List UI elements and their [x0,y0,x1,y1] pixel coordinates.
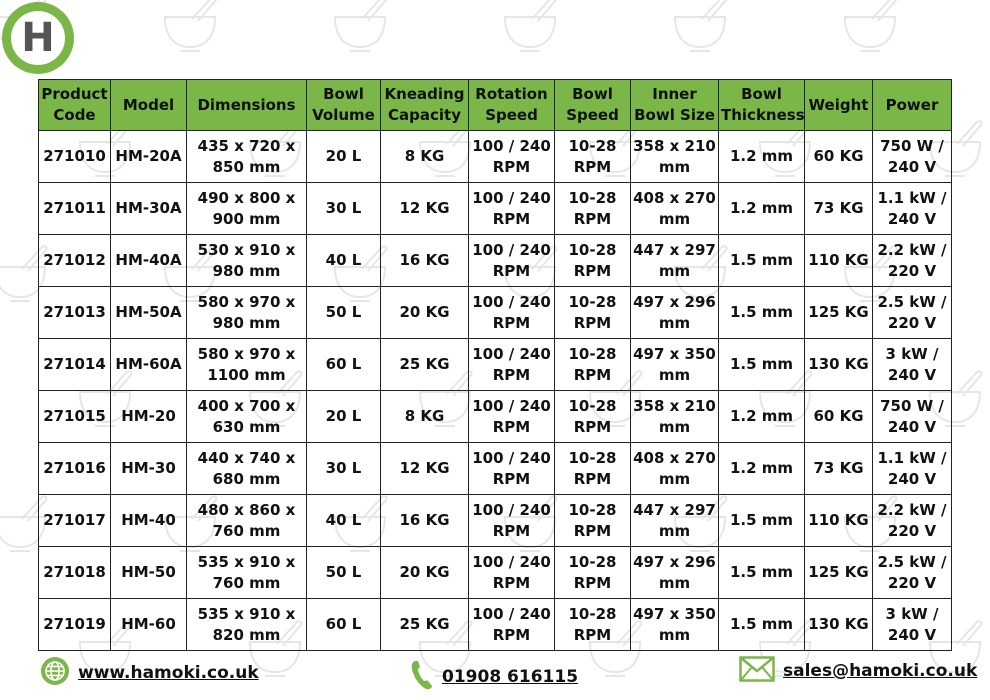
table-cell: HM-20A [111,131,187,183]
table-cell: 10-28 RPM [555,443,631,495]
table-cell: 2.2 kW / 220 V [873,495,952,547]
table-cell: 25 KG [381,599,469,651]
column-header [719,80,805,131]
watermark-mortar-icon [675,0,727,51]
table-cell: 271015 [39,391,111,443]
table-cell: 20 KG [381,287,469,339]
column-header-line: Volume [312,106,375,124]
table-cell: 30 L [307,443,381,495]
table-cell: 1.2 mm [719,391,805,443]
table-cell: 440 x 740 x 680 mm [187,443,307,495]
table-cell: 530 x 910 x 980 mm [187,235,307,287]
table-cell: 60 L [307,599,381,651]
column-header [39,80,111,131]
column-header-line: Bowl [572,85,613,103]
table-cell: 271018 [39,547,111,599]
column-header-line: Bowl Size [634,106,715,124]
table-cell: 497 x 296 mm [631,547,719,599]
table-cell: 490 x 800 x 900 mm [187,183,307,235]
table-cell: 2.5 kW / 220 V [873,547,952,599]
table-cell: 100 / 240 RPM [469,183,555,235]
table-cell: HM-50 [111,547,187,599]
logo-letter: H [21,15,55,61]
watermark-mortar-icon [335,0,387,51]
table-row [39,599,952,651]
column-header [381,80,469,131]
table-cell: 1.1 kW / 240 V [873,443,952,495]
table-row [39,495,952,547]
table-cell: 271010 [39,131,111,183]
table-cell: 3 kW / 240 V [873,599,952,651]
watermark-mortar-icon [845,0,897,51]
table-row [39,391,952,443]
footer-email [739,656,977,686]
table-cell: 100 / 240 RPM [469,443,555,495]
footer-phone [410,659,578,695]
table-cell: 1.2 mm [719,183,805,235]
table-cell: 358 x 210 mm [631,391,719,443]
table-cell: 110 KG [805,495,873,547]
spec-table [38,79,952,651]
table-cell: 497 x 350 mm [631,599,719,651]
table-cell: 20 KG [381,547,469,599]
table-cell: 2.2 kW / 220 V [873,235,952,287]
column-header-line: Code [53,106,96,124]
table-cell: 100 / 240 RPM [469,287,555,339]
table-cell: HM-40A [111,235,187,287]
column-header [469,80,555,131]
column-header [805,80,873,131]
table-cell: 750 W / 240 V [873,131,952,183]
table-cell: 110 KG [805,235,873,287]
column-header [631,80,719,131]
table-cell: 271012 [39,235,111,287]
table-cell: 408 x 270 mm [631,443,719,495]
table-cell: 10-28 RPM [555,131,631,183]
table-cell: 40 L [307,235,381,287]
table-cell: 8 KG [381,131,469,183]
table-row [39,131,952,183]
table-cell: 40 L [307,495,381,547]
table-cell: 73 KG [805,183,873,235]
table-cell: HM-60 [111,599,187,651]
table-cell: 20 L [307,131,381,183]
table-cell: 125 KG [805,287,873,339]
table-cell: 750 W / 240 V [873,391,952,443]
table-cell: 10-28 RPM [555,235,631,287]
table-cell: 480 x 860 x 760 mm [187,495,307,547]
column-header [111,80,187,131]
table-cell: 10-28 RPM [555,183,631,235]
table-cell: 580 x 970 x 1100 mm [187,339,307,391]
table-cell: 8 KG [381,391,469,443]
table-cell: 16 KG [381,495,469,547]
table-cell: 1.5 mm [719,547,805,599]
globe-icon [40,656,70,690]
table-cell: 271014 [39,339,111,391]
column-header-line: Rotation [475,85,548,103]
table-row [39,235,952,287]
table-cell: 497 x 350 mm [631,339,719,391]
table-cell: 435 x 720 x 850 mm [187,131,307,183]
table-row [39,339,952,391]
table-cell: 447 x 297 mm [631,235,719,287]
footer-website [40,656,259,690]
column-header-line: Dimensions [197,95,296,114]
table-cell: 30 L [307,183,381,235]
table-cell: 3 kW / 240 V [873,339,952,391]
table-cell: 100 / 240 RPM [469,339,555,391]
website-link[interactable]: www.hamoki.co.uk [78,663,259,683]
table-cell: 1.5 mm [719,599,805,651]
table-cell: HM-50A [111,287,187,339]
table-cell: 73 KG [805,443,873,495]
table-cell: 100 / 240 RPM [469,547,555,599]
column-header [187,80,307,131]
table-cell: 100 / 240 RPM [469,235,555,287]
table-cell: 1.5 mm [719,495,805,547]
phone-number[interactable]: 01908 616115 [442,667,579,687]
mail-icon [739,656,775,686]
table-cell: 1.2 mm [719,131,805,183]
table-cell: 271019 [39,599,111,651]
table-cell: 535 x 910 x 820 mm [187,599,307,651]
column-header-line: Speed [566,106,619,124]
table-cell: 10-28 RPM [555,391,631,443]
table-cell: 271017 [39,495,111,547]
brand-logo [2,2,74,74]
table-cell: 408 x 270 mm [631,183,719,235]
table-cell: 10-28 RPM [555,599,631,651]
column-header [307,80,381,131]
table-cell: 10-28 RPM [555,339,631,391]
table-cell: 10-28 RPM [555,287,631,339]
table-cell: 10-28 RPM [555,547,631,599]
column-header [873,80,952,131]
table-cell: 358 x 210 mm [631,131,719,183]
table-cell: 1.5 mm [719,287,805,339]
watermark-mortar-icon [165,0,217,51]
table-cell: 271013 [39,287,111,339]
table-cell: HM-40 [111,495,187,547]
column-header-line: Bowl [323,85,364,103]
table-cell: 497 x 296 mm [631,287,719,339]
table-row [39,287,952,339]
watermark-mortar-icon [505,0,557,51]
column-header-line: Kneading [384,85,465,103]
table-cell: 271011 [39,183,111,235]
table-cell: 20 L [307,391,381,443]
table-cell: 130 KG [805,599,873,651]
table-cell: 100 / 240 RPM [469,495,555,547]
table-cell: 1.2 mm [719,443,805,495]
table-cell: 535 x 910 x 760 mm [187,547,307,599]
table-row [39,183,952,235]
column-header-line: Inner [652,85,697,103]
table-cell: HM-30 [111,443,187,495]
table-cell: 10-28 RPM [555,495,631,547]
table-cell: 60 KG [805,131,873,183]
table-cell: 447 x 297 mm [631,495,719,547]
table-cell: 25 KG [381,339,469,391]
table-cell: 16 KG [381,235,469,287]
phone-icon [410,659,434,695]
column-header-line: Thickness [721,106,805,124]
column-header-line: Bowl [741,85,782,103]
column-header-line: Weight [808,95,869,114]
table-cell: 50 L [307,547,381,599]
table-cell: 12 KG [381,183,469,235]
column-header-line: Speed [485,106,538,124]
column-header-line: Power [885,95,939,114]
column-header-line: Model [122,95,175,114]
email-link[interactable]: sales@hamoki.co.uk [783,661,978,681]
table-cell: 400 x 700 x 630 mm [187,391,307,443]
table-cell: 50 L [307,287,381,339]
table-cell: 580 x 970 x 980 mm [187,287,307,339]
table-cell: 125 KG [805,547,873,599]
column-header [555,80,631,131]
table-header-row [39,80,952,131]
table-cell: 130 KG [805,339,873,391]
table-cell: HM-30A [111,183,187,235]
table-cell: 1.5 mm [719,339,805,391]
column-header-line: Product [41,85,108,103]
table-cell: 60 KG [805,391,873,443]
table-row [39,443,952,495]
table-cell: 1.1 kW / 240 V [873,183,952,235]
table-cell: 2.5 kW / 220 V [873,287,952,339]
table-cell: 1.5 mm [719,235,805,287]
table-cell: 100 / 240 RPM [469,131,555,183]
table-cell: 60 L [307,339,381,391]
column-header-line: Capacity [388,106,461,124]
table-cell: 271016 [39,443,111,495]
table-row [39,547,952,599]
table-cell: HM-60A [111,339,187,391]
table-cell: 12 KG [381,443,469,495]
table-cell: HM-20 [111,391,187,443]
table-cell: 100 / 240 RPM [469,599,555,651]
table-cell: 100 / 240 RPM [469,391,555,443]
